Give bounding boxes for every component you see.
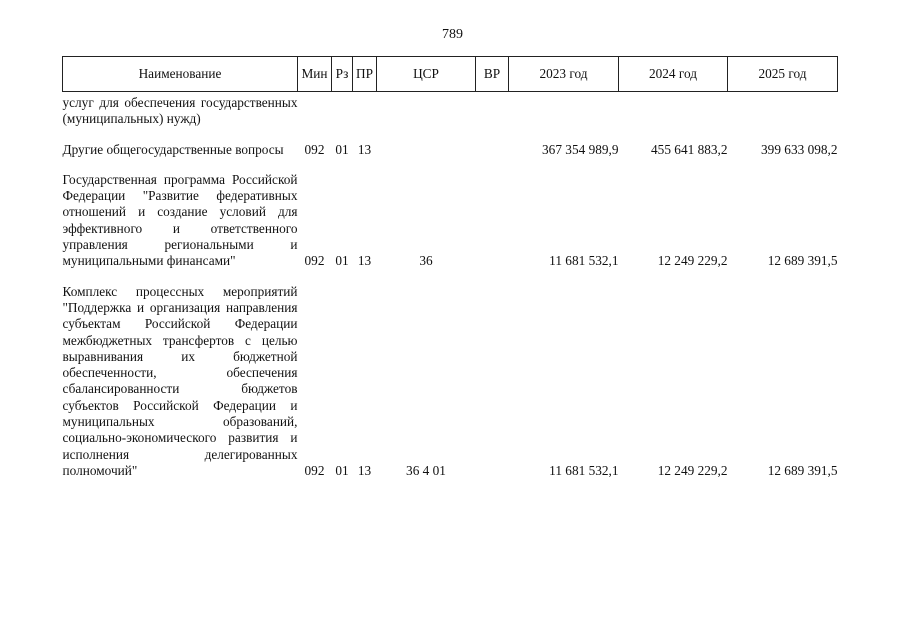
row-value-2024	[619, 92, 728, 128]
row-value-2023: 367 354 989,9	[542, 141, 619, 157]
row-csr: 36	[419, 253, 433, 269]
row-pr	[353, 92, 377, 128]
row-rz: 01	[335, 462, 349, 478]
row-name: услуг для обеспечения государственных (муниципальных) нужд)	[62, 95, 298, 127]
row-min: 092	[304, 141, 325, 157]
table-header-row	[63, 57, 838, 92]
header-csr: ЦСР	[377, 57, 476, 92]
table-row	[63, 92, 838, 128]
row-value-2024: 455 641 883,2	[651, 141, 728, 157]
row-vr	[476, 284, 509, 480]
row-rz	[332, 92, 353, 128]
header-min: Мин	[298, 57, 332, 92]
row-value-2024: 12 249 229,2	[657, 462, 728, 478]
row-csr	[377, 142, 476, 158]
row-value-2025	[728, 92, 838, 128]
row-vr	[476, 142, 509, 158]
row-value-2023	[509, 92, 619, 128]
row-value-2023: 11 681 532,1	[549, 253, 619, 269]
row-value-2024: 12 249 229,2	[657, 253, 728, 269]
header-name: Наименование	[63, 57, 298, 92]
table-row	[63, 172, 838, 270]
header-rz: Рз	[332, 57, 353, 92]
row-pr: 13	[357, 462, 372, 478]
page-number: 789	[442, 27, 463, 42]
row-name: Государственная программа Российской Федерации "Развитие федеративных отношений и создание условий для эффективного и ответственного управления региональными и муниципальными финансами"	[62, 171, 298, 269]
row-min: 092	[304, 253, 325, 269]
table-row	[63, 284, 838, 480]
header-vr: ВР	[476, 57, 509, 92]
row-name: Комплекс процессных мероприятий "Поддержка и организация направления субъектам Российской Федерации межбюджетных трансфертов с целью выравнивания их бюджетной обеспеченности, обеспечения сбалансированности бюджетов субъектов Российской Федерации и муниципальных образований, социально-экономического развития и исполнения делегированных полномочий"	[62, 283, 298, 478]
header-pr: ПР	[353, 57, 377, 92]
table-row	[63, 142, 838, 158]
row-value-2025: 12 689 391,5	[767, 253, 838, 269]
budget-table	[62, 56, 838, 479]
row-min	[298, 92, 332, 128]
row-value-2025: 399 633 098,2	[761, 141, 838, 157]
row-csr	[377, 92, 476, 128]
header-year-2025: 2025 год	[728, 57, 838, 92]
row-vr	[476, 92, 509, 128]
row-value-2025: 12 689 391,5	[767, 462, 838, 478]
row-rz: 01	[335, 253, 349, 269]
row-pr: 13	[357, 253, 372, 269]
row-value-2023: 11 681 532,1	[549, 462, 619, 478]
header-year-2024: 2024 год	[619, 57, 728, 92]
row-name: Другие общегосударственные вопросы	[62, 141, 284, 157]
header-year-2023: 2023 год	[509, 57, 619, 92]
row-pr: 13	[357, 141, 372, 157]
row-rz: 01	[335, 141, 349, 157]
row-vr	[476, 172, 509, 270]
row-min: 092	[304, 462, 325, 478]
row-csr: 36 4 01	[406, 462, 446, 478]
